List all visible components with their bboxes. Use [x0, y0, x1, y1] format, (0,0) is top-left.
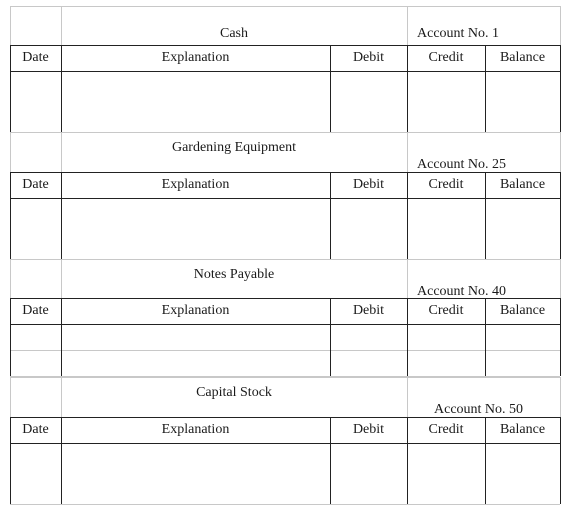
- title-top-line: [10, 377, 560, 378]
- title-top-line: [10, 132, 560, 133]
- column-line: [407, 298, 408, 376]
- column-line: [407, 259, 408, 298]
- column-line: [560, 6, 561, 45]
- column-line: [485, 172, 486, 259]
- column-header-date: Date: [22, 422, 49, 437]
- column-line: [10, 259, 11, 298]
- column-line: [61, 45, 62, 132]
- column-header-balance: Balance: [499, 177, 546, 192]
- column-line: [61, 6, 62, 45]
- column-line: [330, 45, 331, 132]
- column-line: [485, 298, 486, 376]
- column-header-credit: Credit: [428, 303, 464, 318]
- account-number: Account No. 25: [417, 157, 507, 172]
- column-line: [10, 132, 11, 172]
- column-line: [10, 45, 11, 132]
- column-line: [330, 172, 331, 259]
- column-header-date: Date: [22, 50, 49, 65]
- column-line: [560, 259, 561, 298]
- column-header-credit: Credit: [428, 177, 464, 192]
- header-bottom-line: [10, 198, 560, 199]
- column-header-explanation: Explanation: [161, 177, 230, 192]
- column-line: [560, 172, 561, 259]
- column-header-date: Date: [22, 303, 49, 318]
- column-line: [330, 298, 331, 376]
- column-line: [485, 45, 486, 132]
- general-ledger: [10, 6, 560, 503]
- column-line: [560, 45, 561, 132]
- column-header-explanation: Explanation: [161, 303, 230, 318]
- column-header-debit: Debit: [352, 303, 385, 318]
- column-header-debit: Debit: [352, 50, 385, 65]
- header-bottom-line: [10, 71, 560, 72]
- column-line: [61, 417, 62, 504]
- account-name: Gardening Equipment: [171, 140, 297, 155]
- header-top-line: [10, 417, 560, 418]
- column-line: [10, 172, 11, 259]
- column-header-date: Date: [22, 177, 49, 192]
- column-line: [10, 298, 11, 376]
- account-name: Capital Stock: [196, 385, 272, 400]
- block-bottom-line: [10, 504, 560, 505]
- column-line: [560, 298, 561, 376]
- column-header-balance: Balance: [499, 422, 546, 437]
- column-line: [407, 172, 408, 259]
- column-line: [407, 417, 408, 504]
- column-line: [61, 298, 62, 376]
- column-line: [560, 377, 561, 417]
- column-line: [407, 377, 408, 417]
- column-line: [61, 259, 62, 298]
- title-top-line: [10, 259, 560, 260]
- column-line: [485, 417, 486, 504]
- title-top-line: [10, 6, 560, 7]
- column-header-explanation: Explanation: [161, 422, 230, 437]
- column-line: [61, 132, 62, 172]
- header-top-line: [10, 172, 560, 173]
- header-top-line: [10, 45, 560, 46]
- column-line: [61, 377, 62, 417]
- column-header-balance: Balance: [499, 50, 546, 65]
- column-line: [407, 6, 408, 45]
- header-bottom-line: [10, 443, 560, 444]
- column-line: [10, 6, 11, 45]
- column-header-debit: Debit: [352, 422, 385, 437]
- column-line: [61, 172, 62, 259]
- column-header-credit: Credit: [428, 50, 464, 65]
- row-line: [10, 350, 560, 351]
- account-number: Account No. 50: [434, 402, 524, 417]
- column-line: [560, 417, 561, 504]
- account-name: Notes Payable: [193, 267, 275, 282]
- account-name: Cash: [220, 26, 248, 41]
- column-header-credit: Credit: [428, 422, 464, 437]
- column-line: [407, 132, 408, 172]
- column-header-explanation: Explanation: [161, 50, 230, 65]
- column-header-debit: Debit: [352, 177, 385, 192]
- account-number: Account No. 40: [417, 284, 507, 299]
- column-line: [330, 417, 331, 504]
- account-number: Account No. 1: [417, 26, 500, 41]
- column-line: [10, 377, 11, 417]
- header-top-line: [10, 298, 560, 299]
- header-bottom-line: [10, 324, 560, 325]
- column-line: [560, 132, 561, 172]
- column-header-balance: Balance: [499, 303, 546, 318]
- column-line: [407, 45, 408, 132]
- column-line: [10, 417, 11, 504]
